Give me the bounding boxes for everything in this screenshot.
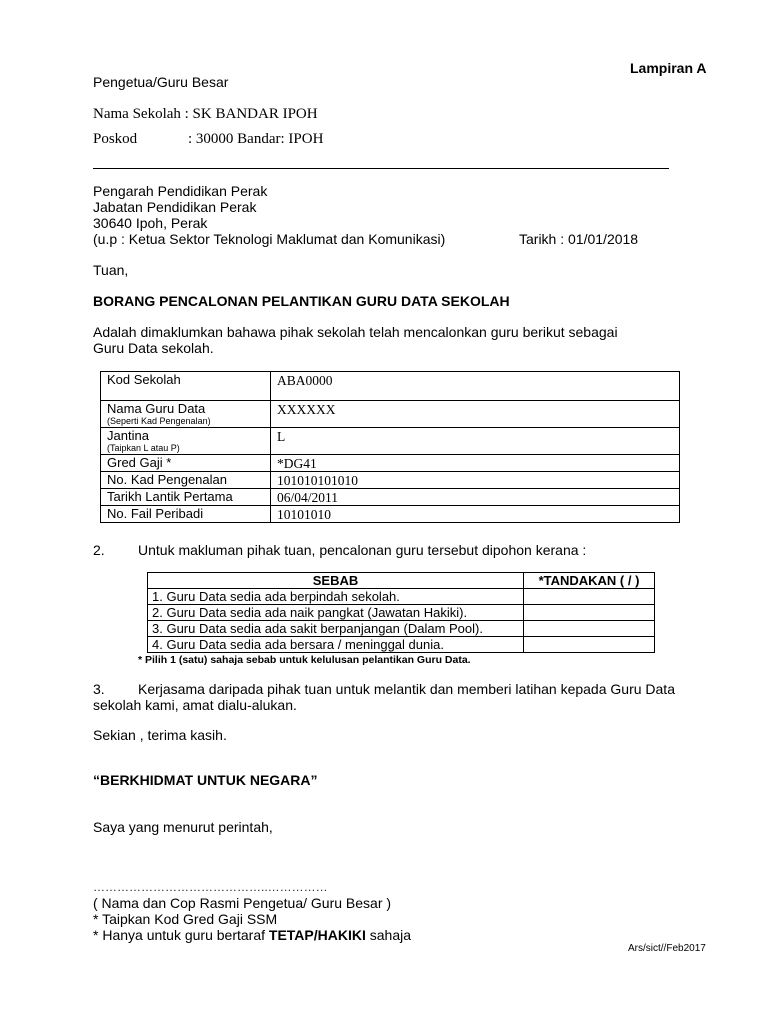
note-tetap-bold: TETAP/HAKIKI	[268, 927, 366, 943]
row-value: 10101010	[271, 506, 680, 523]
closing: Sekian , terima kasih.	[93, 727, 227, 743]
table-row	[101, 428, 680, 455]
row-label: No. Fail Peribadi	[101, 506, 271, 523]
tick-cell[interactable]	[524, 637, 655, 653]
header-tindakan: *TANDAKAN ( / )	[524, 573, 655, 589]
subject-heading: BORANG PENCALONAN PELANTIKAN GURU DATA SEKOLAH	[93, 293, 510, 309]
row-value: *DG41	[271, 455, 680, 472]
reason-table	[147, 572, 655, 653]
table-row	[148, 605, 655, 621]
row-value: ABA0000	[271, 372, 680, 401]
table-row	[101, 472, 680, 489]
attachment-label: Lampiran A	[630, 60, 707, 76]
note-tetap-pre: * Hanya untuk guru bertaraf	[93, 927, 269, 943]
postcode-value: : 30000 Bandar: IPOH	[188, 131, 324, 147]
signature-name-line: ( Nama dan Cop Rasmi Pengetua/ Guru Besar )	[93, 895, 392, 911]
reason-text: 3. Guru Data sedia ada sakit berpanjangan (Dalam Pool).	[148, 621, 524, 637]
note-gred: * Taipkan Kod Gred Gaji SSM	[93, 911, 278, 927]
tick-cell[interactable]	[524, 621, 655, 637]
row-sublabel: (Seperti Kad Pengenalan)	[107, 416, 211, 426]
para3-line-2: sekolah kami, amat dialu-alukan.	[93, 697, 297, 713]
para3-line-1: Kerjasama daripada pihak tuan untuk melantik dan memberi latihan kepada Guru Data	[138, 681, 675, 697]
note-tetap	[93, 927, 411, 943]
salutation: Tuan,	[93, 262, 129, 278]
table-row	[101, 506, 680, 523]
tick-cell[interactable]	[524, 589, 655, 605]
table-row	[101, 401, 680, 428]
note-tetap-post: sahaja	[365, 927, 412, 943]
row-value: XXXXXX	[271, 401, 680, 428]
motto: “BERKHIDMAT UNTUK NEGARA”	[93, 772, 318, 788]
nominee-info-table	[100, 371, 680, 523]
row-value: 101010101010	[271, 472, 680, 489]
recipient-line-4: (u.p : Ketua Sektor Teknologi Maklumat dan Komunikasi)	[93, 231, 446, 247]
tick-cell[interactable]	[524, 605, 655, 621]
table-header-row	[148, 573, 655, 589]
intro-line-2: Guru Data sekolah.	[93, 340, 214, 356]
row-label-cell	[101, 401, 271, 428]
table-row	[101, 455, 680, 472]
row-value: 06/04/2011	[271, 489, 680, 506]
row-sublabel: (Taipkan L atau P)	[107, 443, 180, 453]
row-label: Nama Guru Data	[107, 401, 206, 416]
date: Tarikh : 01/01/2018	[519, 231, 639, 247]
row-value: L	[271, 428, 680, 455]
row-label: Kod Sekolah	[101, 372, 271, 401]
intro-line-1: Adalah dimaklumkan bahawa pihak sekolah telah mencalonkan guru berikut sebagai	[93, 324, 618, 340]
reason-note: * Pilih 1 (satu) sahaja sebab untuk kelulusan pelantikan Guru Data.	[138, 654, 471, 666]
reason-text: 1. Guru Data sedia ada berpindah sekolah.	[148, 589, 524, 605]
table-row	[148, 621, 655, 637]
row-label: No. Kad Pengenalan	[101, 472, 271, 489]
saya-line: Saya yang menurut perintah,	[93, 819, 273, 835]
row-label: Tarikh Lantik Pertama	[101, 489, 271, 506]
footer-code: Ars/sict//Feb2017	[628, 943, 706, 954]
header-sebab: SEBAB	[148, 573, 524, 589]
row-label-cell	[101, 428, 271, 455]
recipient-line-1: Pengarah Pendidikan Perak	[93, 183, 268, 199]
signature-dots: ……………………………………..……………	[93, 880, 328, 894]
table-row	[101, 372, 680, 401]
row-label: Gred Gaji *	[101, 455, 271, 472]
addressee-role: Pengetua/Guru Besar	[93, 74, 229, 90]
recipient-line-3: 30640 Ipoh, Perak	[93, 215, 208, 231]
school-name: Nama Sekolah : SK BANDAR IPOH	[93, 106, 318, 122]
table-row	[101, 489, 680, 506]
para3-number: 3.	[93, 681, 105, 697]
table-row	[148, 589, 655, 605]
reason-text: 2. Guru Data sedia ada naik pangkat (Jawatan Hakiki).	[148, 605, 524, 621]
para2-number: 2.	[93, 542, 105, 558]
reason-text: 4. Guru Data sedia ada bersara / meninggal dunia.	[148, 637, 524, 653]
row-label: Jantina	[107, 428, 149, 443]
divider-line	[93, 168, 669, 169]
table-row	[148, 637, 655, 653]
para2-text: Untuk makluman pihak tuan, pencalonan guru tersebut dipohon kerana :	[138, 542, 587, 558]
postcode-label: Poskod	[93, 131, 138, 147]
recipient-line-2: Jabatan Pendidikan Perak	[93, 199, 257, 215]
